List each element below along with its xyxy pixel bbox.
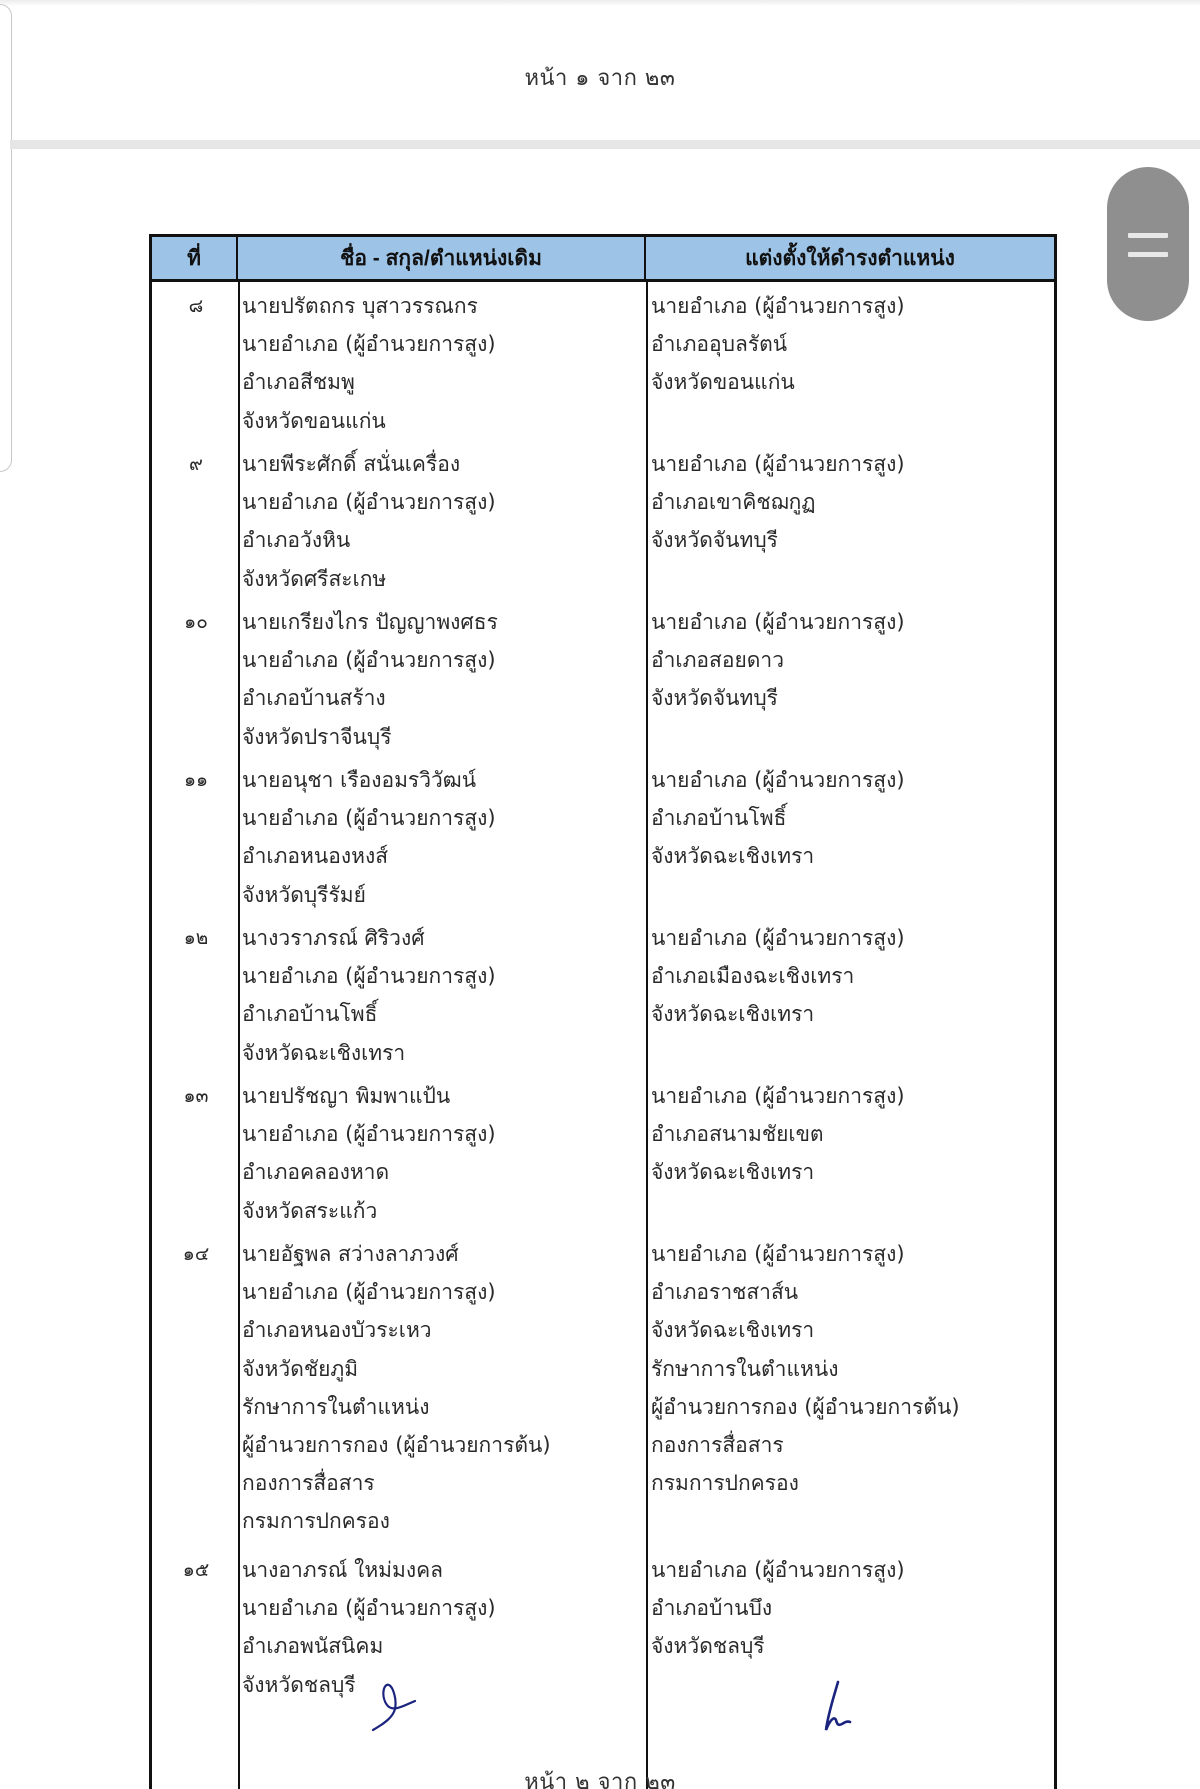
new-province: จังหวัดฉะเชิงเทรา: [651, 1160, 815, 1185]
new-district: อำเภอราชสาส์น: [651, 1280, 799, 1305]
old-province: จังหวัดชัยภูมิ: [242, 1356, 359, 1381]
person-name: นายปรัตถกร บุสาวรรณกร: [242, 294, 478, 318]
acting-note: รักษาการในตำแหน่ง: [242, 1394, 430, 1419]
old-title: นายอำเภอ (ผู้อำนวยการสูง): [242, 1122, 496, 1147]
old-position-cell: [238, 756, 646, 914]
new-title: นายอำเภอ (ผู้อำนวยการสูง): [651, 1242, 905, 1266]
table-row: [152, 440, 1054, 598]
page-indicator-top: หน้า ๑ จาก ๒๓: [524, 66, 676, 91]
table-row: [152, 1546, 1054, 1726]
row-number: ๑๑: [183, 769, 209, 791]
new-district: อำเภอเขาคิชฌกูฏ: [651, 490, 816, 515]
new-district: อำเภอสนามชัยเขต: [651, 1122, 824, 1147]
person-name: นายปรัชญา พิมพาแป้น: [242, 1084, 451, 1108]
row-number: ๘: [188, 295, 204, 317]
table-row: [152, 1230, 1054, 1546]
new-title: นายอำเภอ (ผู้อำนวยการสูง): [651, 926, 905, 950]
acting-title: ผู้อำนวยการกอง (ผู้อำนวยการต้น): [242, 1433, 551, 1458]
new-province: จังหวัดขอนแก่น: [651, 370, 795, 395]
drag-handle-icon: [1128, 252, 1168, 257]
new-title: นายอำเภอ (ผู้อำนวยการสูง): [651, 294, 905, 318]
old-title: นายอำเภอ (ผู้อำนวยการสูง): [242, 490, 496, 515]
table-header: [152, 237, 1054, 282]
old-province: จังหวัดบุรีรัมย์: [242, 882, 366, 907]
new-province: จังหวัดชลบุรี: [651, 1634, 765, 1659]
acting-department: กรมการปกครอง: [651, 1471, 799, 1496]
person-name: นายพีระศักดิ์ สนั่นเครื่อง: [242, 452, 461, 476]
header-new-position: แต่งตั้งให้ดำรงตำแหน่ง: [745, 246, 955, 270]
new-district: อำเภอบ้านบึง: [651, 1596, 773, 1621]
new-province: จังหวัดฉะเชิงเทรา: [651, 844, 815, 869]
new-title: นายอำเภอ (ผู้อำนวยการสูง): [651, 610, 905, 634]
new-district: อำเภอบ้านโพธิ์: [651, 806, 787, 831]
table-row: [152, 756, 1054, 914]
new-province: จังหวัดจันทบุรี: [651, 528, 778, 553]
new-province: จังหวัดจันทบุรี: [651, 686, 778, 711]
acting-note: รักษาการในตำแหน่ง: [651, 1356, 839, 1381]
person-name: นายเกรียงไกร ปัญญาพงศธร: [242, 610, 498, 634]
row-number: ๑๕: [182, 1559, 210, 1581]
person-name: นางวราภรณ์ ศิริวงศ์: [242, 926, 425, 950]
new-position-cell: [646, 914, 1054, 1072]
header-no: ที่: [152, 237, 238, 279]
row-number: ๑๐: [184, 611, 208, 633]
old-province: จังหวัดศรีสะเกษ: [242, 566, 387, 591]
old-position-cell: [238, 282, 646, 440]
new-district: อำเภออุบลรัตน์: [651, 332, 788, 357]
new-district: อำเภอเมืองฉะเชิงเทรา: [651, 964, 855, 989]
new-position-cell: [646, 282, 1054, 440]
drag-handle-icon: [1128, 233, 1168, 238]
new-title: นายอำเภอ (ผู้อำนวยการสูง): [651, 1084, 905, 1108]
row-number: ๑๓: [183, 1085, 209, 1107]
table-row: [152, 1072, 1054, 1230]
old-title: นายอำเภอ (ผู้อำนวยการสูง): [242, 1280, 496, 1305]
old-position-cell: [238, 1072, 646, 1230]
acting-division: กองการสื่อสาร: [242, 1471, 375, 1496]
appointment-table: [149, 234, 1057, 1789]
old-title: นายอำเภอ (ผู้อำนวยการสูง): [242, 648, 496, 673]
table-row: [152, 282, 1054, 440]
top-shadow: [0, 0, 1200, 6]
old-district: อำเภอวังหิน: [242, 528, 351, 553]
row-number: ๙: [189, 453, 203, 475]
page-separator: [10, 140, 1200, 149]
row-number: ๑๔: [182, 1243, 210, 1265]
page-indicator-bottom: หน้า ๒ จาก ๒๓: [524, 1770, 676, 1789]
old-district: อำเภอบ้านสร้าง: [242, 686, 386, 711]
old-province: จังหวัดชลบุรี: [242, 1672, 356, 1697]
old-title: นายอำเภอ (ผู้อำนวยการสูง): [242, 332, 496, 357]
old-district: อำเภอบ้านโพธิ์: [242, 1002, 378, 1027]
table-body: [152, 282, 1054, 1789]
new-title: นายอำเภอ (ผู้อำนวยการสูง): [651, 1558, 905, 1582]
old-position-cell: [238, 440, 646, 598]
new-title: นายอำเภอ (ผู้อำนวยการสูง): [651, 768, 905, 792]
old-title: นายอำเภอ (ผู้อำนวยการสูง): [242, 964, 496, 989]
old-province: จังหวัดสระแก้ว: [242, 1198, 378, 1223]
old-district: อำเภอสีชมพู: [242, 370, 355, 395]
old-title: นายอำเภอ (ผู้อำนวยการสูง): [242, 1596, 496, 1621]
table-row: [152, 598, 1054, 756]
new-position-cell: [646, 1072, 1054, 1230]
signature-icon: [365, 1675, 425, 1735]
old-position-cell: [238, 1546, 646, 1726]
person-name: นางอาภรณ์ ใหม่มงคล: [242, 1558, 444, 1582]
old-position-cell: [238, 1230, 646, 1546]
table-row: [152, 914, 1054, 1072]
new-position-cell: [646, 598, 1054, 756]
old-district: อำเภอหนองหงส์: [242, 844, 389, 869]
signature-icon: [820, 1678, 860, 1738]
old-district: อำเภอพนัสนิคม: [242, 1634, 384, 1659]
new-province: จังหวัดฉะเชิงเทรา: [651, 1318, 815, 1343]
new-position-cell: [646, 1230, 1054, 1546]
person-name: นายอนุชา เรืองอมรวิวัฒน์: [242, 768, 477, 792]
person-name: นายอัฐพล สว่างลาภวงศ์: [242, 1242, 459, 1266]
new-position-cell: [646, 756, 1054, 914]
new-district: อำเภอสอยดาว: [651, 648, 784, 673]
acting-department: กรมการปกครอง: [242, 1509, 390, 1534]
old-position-cell: [238, 598, 646, 756]
old-province: จังหวัดฉะเชิงเทรา: [242, 1040, 406, 1065]
new-position-cell: [646, 440, 1054, 598]
acting-division: กองการสื่อสาร: [651, 1433, 784, 1458]
old-province: จังหวัดปราจีนบุรี: [242, 724, 392, 749]
old-province: จังหวัดขอนแก่น: [242, 408, 386, 433]
header-old-position: ชื่อ - สกุล/ตำแหน่งเดิม: [238, 237, 646, 279]
new-title: นายอำเภอ (ผู้อำนวยการสูง): [651, 452, 905, 476]
new-province: จังหวัดฉะเชิงเทรา: [651, 1002, 815, 1027]
old-title: นายอำเภอ (ผู้อำนวยการสูง): [242, 806, 496, 831]
old-district: อำเภอคลองหาด: [242, 1160, 390, 1185]
old-position-cell: [238, 914, 646, 1072]
acting-title: ผู้อำนวยการกอง (ผู้อำนวยการต้น): [651, 1394, 960, 1419]
table-rows: [152, 282, 1054, 1726]
row-number: ๑๒: [183, 927, 209, 949]
old-district: อำเภอหนองบัวระเหว: [242, 1318, 432, 1343]
fast-scroll-handle[interactable]: [1107, 167, 1189, 321]
